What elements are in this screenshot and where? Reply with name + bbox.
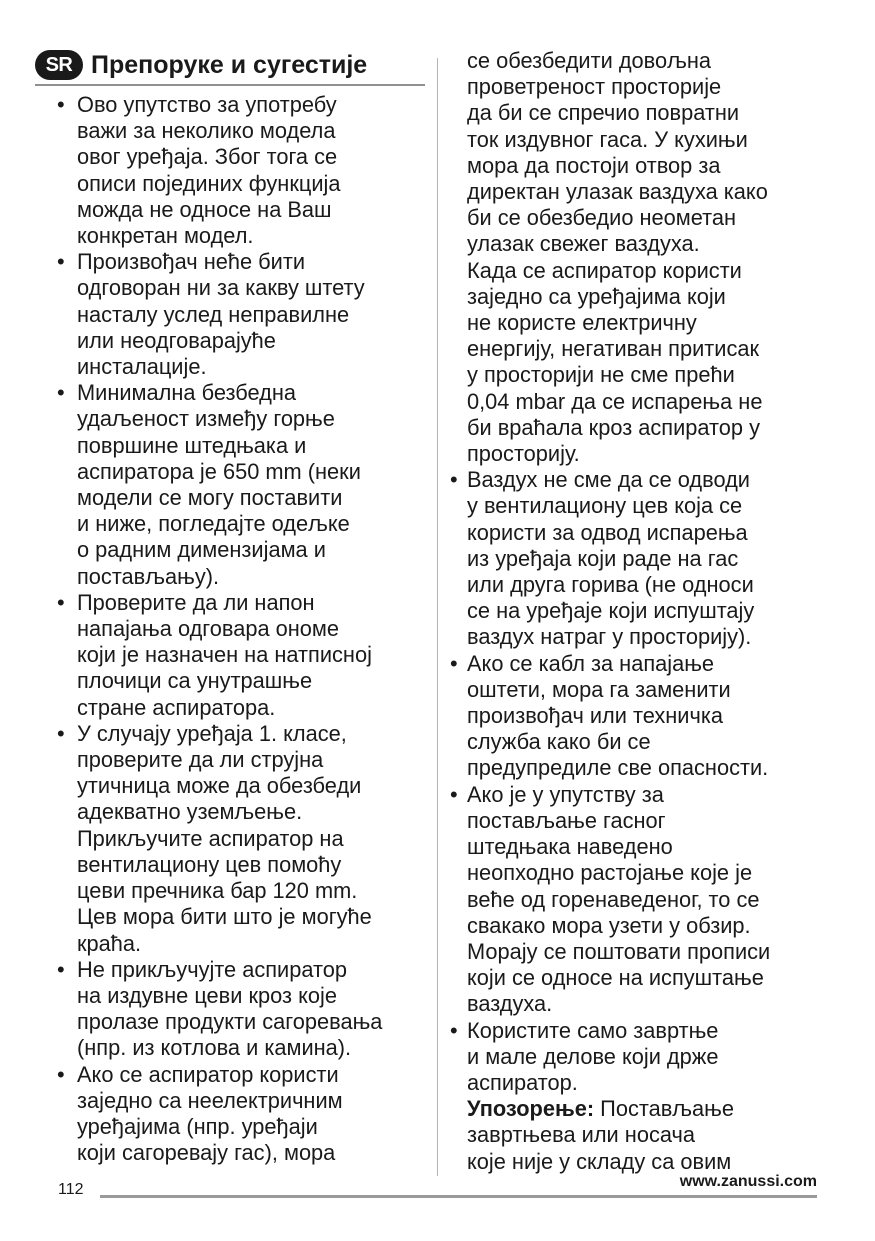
bullet-line: заједно са неелектричним [77, 1087, 343, 1113]
bullet-icon: • [57, 380, 65, 406]
bullet-line: Ово упутство за употребу [77, 92, 337, 117]
warning-label: Упозорење: [467, 1096, 595, 1122]
bullet-line: у вентилациону цев која се [467, 493, 743, 519]
warning-block [450, 1096, 830, 1175]
bullet-line: и ниже, погледајте одељке [77, 511, 350, 537]
bullet-line: или неодговарајуће [77, 327, 276, 353]
bullet-line: и мале делове који држе [467, 1043, 719, 1069]
bullet-line: проверите да ли струјна [77, 747, 324, 773]
paragraph-line: у просторији не сме прећи [467, 362, 735, 388]
bullet-line: одговоран ни за какву штету [77, 275, 365, 301]
bullet-line: оштети, мора га заменити [467, 676, 731, 702]
bullet-line: Ако је у упутству за [467, 781, 664, 807]
bullet-line: веће од горенаведеног, то се [467, 886, 760, 912]
bullet-item [450, 782, 830, 1018]
bullet-line: или друга горива (не односи [467, 572, 754, 598]
bullet-line: штедњака наведено [467, 834, 673, 860]
bullet-icon: • [57, 1061, 65, 1087]
paragraph-line: мора да постоји отвор за [467, 152, 721, 178]
bullet-line: користи за одвод испарења [467, 519, 748, 545]
bullet-icon: • [57, 720, 65, 746]
bullet-line: служба како би се [467, 729, 651, 755]
bullet-line: Цев мора бити што је могуће [77, 904, 372, 930]
bullet-line: овог уређаја. Због тога се [77, 144, 338, 170]
paragraph-line: 0,04 mbar да се испарења не [467, 388, 763, 414]
paragraph-line: би се обезбедио неометан [467, 205, 737, 231]
bullet-line: Минимална безбедна [77, 380, 296, 406]
bullet-line: важи за неколико модела [77, 118, 336, 144]
paragraph-line: да би се спречио повратни [467, 100, 740, 126]
right-column [450, 48, 830, 1175]
bullet-line: Ако се аспиратор користи [77, 1061, 339, 1087]
bullet-line: Проверите да ли напон [77, 589, 315, 615]
bullet-line: који је назначен на натписној [77, 642, 372, 668]
bullet-line: о радним димензијама и [77, 537, 326, 563]
bullet-line: насталу услед неправилне [77, 301, 350, 327]
page-title: Препоруке и сугестије [91, 50, 368, 79]
bullet-item [450, 467, 830, 650]
bullet-line: ваздуха. [467, 991, 553, 1017]
warning-first-line-text: Постављање [594, 1096, 735, 1122]
paragraph-line: просторију. [467, 441, 580, 467]
bullet-line: Прикључите аспиратор на [77, 825, 344, 851]
bullet-item [450, 1018, 830, 1097]
paragraph-line: улазак свежег ваздуха. [467, 231, 700, 257]
bullet-item [450, 651, 830, 782]
bullet-item [35, 1062, 430, 1167]
bullet-item [35, 380, 430, 590]
bullet-line: ваздух натраг у просторију). [467, 624, 752, 650]
bullet-icon: • [450, 650, 458, 676]
bullet-line: Морају се поштовати прописи [467, 938, 771, 964]
bullet-line: Не прикључујте аспиратор [77, 956, 347, 982]
bullet-item [35, 957, 430, 1062]
bullet-icon: • [450, 1017, 458, 1043]
bullet-line: адекватно уземљење. [77, 799, 303, 825]
website-link: www.zanussi.com [679, 1173, 817, 1190]
bullet-line: описи појединих функција [77, 170, 341, 196]
bullet-line: краћа. [77, 930, 142, 956]
bullet-line: напајања одговара ономе [77, 616, 340, 642]
warning-line: завртњева или носача [467, 1122, 695, 1148]
bullet-item [35, 721, 430, 957]
section-heading [35, 48, 425, 86]
bullet-line: се на уређаје који испуштају [467, 598, 755, 624]
left-bullet-list [35, 92, 430, 1166]
warning-first-line [467, 1096, 830, 1122]
bullet-line: постављању). [77, 563, 220, 589]
bullet-icon: • [450, 781, 458, 807]
bullet-item [35, 92, 430, 249]
paragraph-line: не користе електричну [467, 310, 697, 336]
paragraph-line: заједно са уређајима који [467, 283, 726, 309]
continued-paragraph [450, 48, 830, 467]
bullet-line: који сагоревају гас), мора [77, 1140, 336, 1166]
language-badge: SR [35, 50, 83, 80]
bullet-line: Произвођач неће бити [77, 249, 305, 275]
bullet-icon: • [450, 467, 458, 493]
bullet-line: утичница може да обезбеди [77, 773, 362, 799]
bullet-line: пролазе продукти сагоревања [77, 1009, 383, 1035]
bullet-icon: • [57, 589, 65, 615]
bullet-line: вентилациону цев помоћу [77, 851, 342, 877]
bullet-line: (нпр. из котлова и камина). [77, 1035, 352, 1061]
bullet-line: аспиратор. [467, 1069, 578, 1095]
bullet-line: произвођач или техничка [467, 703, 723, 729]
right-bullet-list [450, 467, 830, 1096]
bullet-line: модели се могу поставити [77, 485, 343, 511]
column-divider [437, 58, 438, 1176]
paragraph-line: ток издувног гаса. У кухињи [467, 126, 748, 152]
page-number: 112 [58, 1181, 84, 1198]
bullet-line: предупредиле све опасности. [467, 755, 769, 781]
bullet-line: површине штедњака и [77, 432, 307, 458]
warning-line: које није у складу са овим [467, 1148, 732, 1174]
paragraph-line: би враћала кроз аспиратор у [467, 414, 760, 440]
bullet-line: Ако се кабл за напајање [467, 650, 715, 676]
bullet-line: плочици са унутрашње [77, 668, 313, 694]
bullet-line: конкретан модел. [77, 223, 254, 249]
bullet-line: свакако мора узети у обзир. [467, 912, 751, 938]
bullet-line: удаљеност између горње [77, 406, 335, 432]
bullet-line: цеви пречника бар 120 mm. [77, 878, 358, 904]
bullet-line: на издувне цеви кроз које [77, 982, 337, 1008]
bullet-line: можда не односе на Ваш [77, 196, 332, 222]
paragraph-line: енергију, негативан притисак [467, 336, 760, 362]
paragraph-line: проветреност просторије [467, 74, 722, 100]
bullet-line: постављање гасног [467, 807, 666, 833]
bullet-item [35, 249, 430, 380]
paragraph-line: се обезбедити довољна [467, 48, 712, 73]
bullet-line: У случају уређаја 1. класе, [77, 720, 347, 746]
paragraph-line: Када се аспиратор користи [467, 257, 742, 283]
bullet-line: неопходно растојање које је [467, 860, 753, 886]
bullet-line: стране аспиратора. [77, 694, 276, 720]
bullet-line: уређајима (нпр. уређаји [77, 1113, 318, 1139]
bullet-icon: • [57, 92, 65, 117]
bullet-line: који се односе на испуштање [467, 965, 764, 991]
bullet-item [35, 590, 430, 721]
bullet-icon: • [57, 956, 65, 982]
bullet-line: инсталације. [77, 354, 207, 380]
bullet-line: аспиратора је 650 mm (неки [77, 458, 361, 484]
bullet-line: Користите само завртње [467, 1017, 719, 1043]
bullet-icon: • [57, 249, 65, 275]
left-column [35, 48, 430, 1166]
bullet-line: Ваздух не сме да се одводи [467, 467, 750, 493]
footer-rule [100, 1195, 817, 1198]
bullet-line: из уређаја који раде на гас [467, 545, 739, 571]
paragraph-line: директан улазак ваздуха како [467, 179, 768, 205]
